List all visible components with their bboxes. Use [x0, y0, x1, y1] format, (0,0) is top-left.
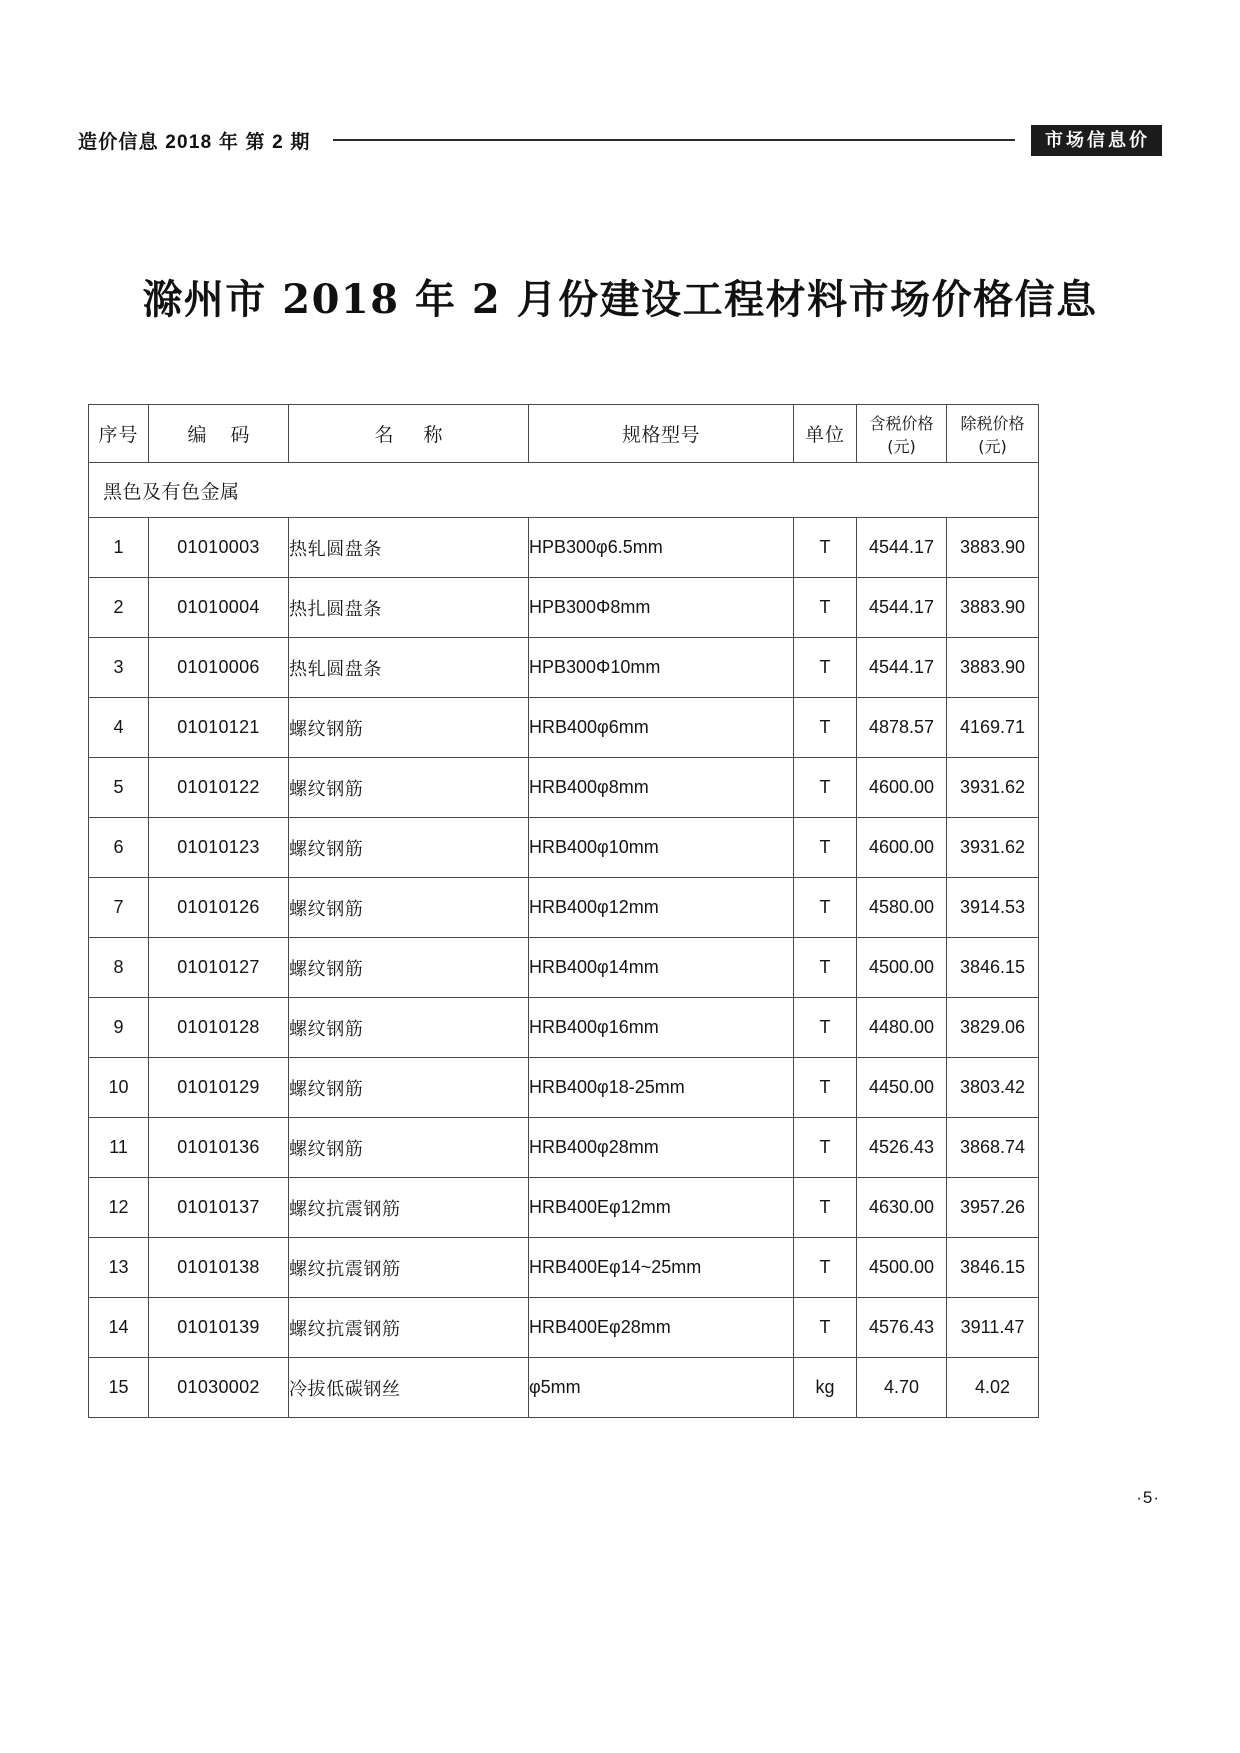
material-price-table: [88, 404, 1039, 1418]
cell-price-incl: 4450.00: [857, 1058, 947, 1118]
cell-spec: HRB400φ10mm: [529, 818, 794, 878]
column-header-name: 名 称: [289, 405, 529, 463]
cell-unit: T: [794, 638, 857, 698]
cell-unit: T: [794, 578, 857, 638]
cell-price-excl: 3914.53: [947, 878, 1039, 938]
table-row: [89, 758, 1039, 818]
cell-spec: HRB400φ6mm: [529, 698, 794, 758]
cell-spec: HRB400φ8mm: [529, 758, 794, 818]
cell-unit: T: [794, 698, 857, 758]
header-divider: [333, 139, 1015, 141]
cell-spec: HRB400Eφ14~25mm: [529, 1238, 794, 1298]
cell-index: 7: [89, 878, 149, 938]
cell-index: 3: [89, 638, 149, 698]
table-row: [89, 1358, 1039, 1418]
cell-price-incl: 4544.17: [857, 518, 947, 578]
table-row: [89, 1238, 1039, 1298]
cell-index: 1: [89, 518, 149, 578]
section-badge: 市场信息价: [1031, 125, 1162, 156]
cell-name: 热轧圆盘条: [289, 518, 529, 578]
cell-price-excl: 3868.74: [947, 1118, 1039, 1178]
cell-price-excl: 3911.47: [947, 1298, 1039, 1358]
page-number: ·5·: [1136, 1488, 1160, 1507]
cell-price-incl: 4544.17: [857, 578, 947, 638]
cell-price-excl: 3846.15: [947, 938, 1039, 998]
cell-unit: T: [794, 1058, 857, 1118]
cell-code: 01010006: [149, 638, 289, 698]
cell-unit: T: [794, 818, 857, 878]
cell-price-incl: 4.70: [857, 1358, 947, 1418]
cell-price-excl: 4169.71: [947, 698, 1039, 758]
cell-index: 13: [89, 1238, 149, 1298]
table-header: [89, 405, 1039, 463]
price-table-container: [88, 404, 1118, 1418]
cell-price-excl: 3846.15: [947, 1238, 1039, 1298]
cell-code: 01010122: [149, 758, 289, 818]
cell-unit: T: [794, 1238, 857, 1298]
cell-code: 01010136: [149, 1118, 289, 1178]
page-title: 滁州市 2018 年 2 月份建设工程材料市场价格信息: [142, 276, 1098, 323]
table-row: [89, 998, 1039, 1058]
cell-unit: T: [794, 878, 857, 938]
cell-price-incl: 4500.00: [857, 938, 947, 998]
cell-code: 01010139: [149, 1298, 289, 1358]
cell-spec: HRB400φ12mm: [529, 878, 794, 938]
cell-price-excl: 3883.90: [947, 578, 1039, 638]
cell-price-incl: 4630.00: [857, 1178, 947, 1238]
cell-spec: HRB400Eφ28mm: [529, 1298, 794, 1358]
cell-name: 螺纹钢筋: [289, 698, 529, 758]
cell-price-excl: 3931.62: [947, 818, 1039, 878]
cell-index: 2: [89, 578, 149, 638]
table-row: [89, 878, 1039, 938]
page-header: [0, 118, 1240, 162]
cell-price-excl: 3829.06: [947, 998, 1039, 1058]
cell-price-excl: 3957.26: [947, 1178, 1039, 1238]
cell-code: 01010003: [149, 518, 289, 578]
cell-name: 螺纹钢筋: [289, 998, 529, 1058]
cell-code: 01010128: [149, 998, 289, 1058]
cell-unit: T: [794, 998, 857, 1058]
table-row: [89, 1058, 1039, 1118]
cell-code: 01010137: [149, 1178, 289, 1238]
cell-index: 8: [89, 938, 149, 998]
cell-index: 14: [89, 1298, 149, 1358]
cell-index: 12: [89, 1178, 149, 1238]
cell-name: 螺纹钢筋: [289, 1118, 529, 1178]
cell-spec: HRB400φ16mm: [529, 998, 794, 1058]
cell-price-incl: 4600.00: [857, 818, 947, 878]
cell-price-incl: 4878.57: [857, 698, 947, 758]
cell-spec: HRB400φ28mm: [529, 1118, 794, 1178]
cell-spec: HPB300Φ10mm: [529, 638, 794, 698]
table-row: [89, 818, 1039, 878]
cell-index: 9: [89, 998, 149, 1058]
cell-price-excl: 3931.62: [947, 758, 1039, 818]
cell-spec: HRB400φ18-25mm: [529, 1058, 794, 1118]
cell-unit: T: [794, 758, 857, 818]
column-header-price-excl: 除税价格(元): [947, 405, 1039, 463]
cell-index: 10: [89, 1058, 149, 1118]
table-row: [89, 1298, 1039, 1358]
cell-code: 01010004: [149, 578, 289, 638]
cell-name: 螺纹钢筋: [289, 878, 529, 938]
cell-code: 01010121: [149, 698, 289, 758]
table-row: [89, 518, 1039, 578]
cell-name: 螺纹钢筋: [289, 1058, 529, 1118]
cell-unit: T: [794, 1178, 857, 1238]
cell-unit: T: [794, 938, 857, 998]
cell-index: 15: [89, 1358, 149, 1418]
cell-spec: HPB300φ6.5mm: [529, 518, 794, 578]
cell-spec: HRB400φ14mm: [529, 938, 794, 998]
cell-index: 11: [89, 1118, 149, 1178]
cell-price-excl: 3803.42: [947, 1058, 1039, 1118]
cell-code: 01010123: [149, 818, 289, 878]
cell-unit: T: [794, 1298, 857, 1358]
table-row: [89, 938, 1039, 998]
cell-price-excl: 3883.90: [947, 518, 1039, 578]
column-header-spec: 规格型号: [529, 405, 794, 463]
cell-price-incl: 4480.00: [857, 998, 947, 1058]
table-row: [89, 698, 1039, 758]
cell-price-excl: 4.02: [947, 1358, 1039, 1418]
table-row: [89, 638, 1039, 698]
table-body: [89, 463, 1039, 1418]
cell-code: 01010138: [149, 1238, 289, 1298]
cell-price-incl: 4600.00: [857, 758, 947, 818]
cell-price-incl: 4580.00: [857, 878, 947, 938]
cell-code: 01010129: [149, 1058, 289, 1118]
table-row: [89, 578, 1039, 638]
cell-price-incl: 4576.43: [857, 1298, 947, 1358]
table-header-row: [89, 405, 1039, 463]
cell-name: 螺纹抗震钢筋: [289, 1238, 529, 1298]
cell-name: 热轧圆盘条: [289, 638, 529, 698]
cell-name: 螺纹钢筋: [289, 938, 529, 998]
cell-code: 01010127: [149, 938, 289, 998]
section-header-label: 黑色及有色金属: [89, 463, 1039, 518]
issue-label: 造价信息 2018 年 第 2 期: [78, 131, 311, 153]
table-row: [89, 1118, 1039, 1178]
cell-spec: HPB300Φ8mm: [529, 578, 794, 638]
cell-index: 4: [89, 698, 149, 758]
cell-name: 螺纹抗震钢筋: [289, 1298, 529, 1358]
column-header-code: 编 码: [149, 405, 289, 463]
section-header-row: [89, 463, 1039, 518]
cell-name: 螺纹钢筋: [289, 818, 529, 878]
cell-price-incl: 4526.43: [857, 1118, 947, 1178]
cell-unit: T: [794, 518, 857, 578]
cell-code: 01030002: [149, 1358, 289, 1418]
cell-code: 01010126: [149, 878, 289, 938]
column-header-price-incl: 含税价格(元): [857, 405, 947, 463]
cell-spec: φ5mm: [529, 1358, 794, 1418]
cell-index: 5: [89, 758, 149, 818]
cell-index: 6: [89, 818, 149, 878]
cell-spec: HRB400Eφ12mm: [529, 1178, 794, 1238]
cell-name: 热扎圆盘条: [289, 578, 529, 638]
column-header-unit: 单位: [794, 405, 857, 463]
table-row: [89, 1178, 1039, 1238]
cell-name: 螺纹抗震钢筋: [289, 1178, 529, 1238]
cell-price-excl: 3883.90: [947, 638, 1039, 698]
cell-name: 冷拔低碳钢丝: [289, 1358, 529, 1418]
column-header-index: 序号: [89, 405, 149, 463]
cell-price-incl: 4544.17: [857, 638, 947, 698]
cell-price-incl: 4500.00: [857, 1238, 947, 1298]
cell-unit: kg: [794, 1358, 857, 1418]
cell-name: 螺纹钢筋: [289, 758, 529, 818]
cell-unit: T: [794, 1118, 857, 1178]
